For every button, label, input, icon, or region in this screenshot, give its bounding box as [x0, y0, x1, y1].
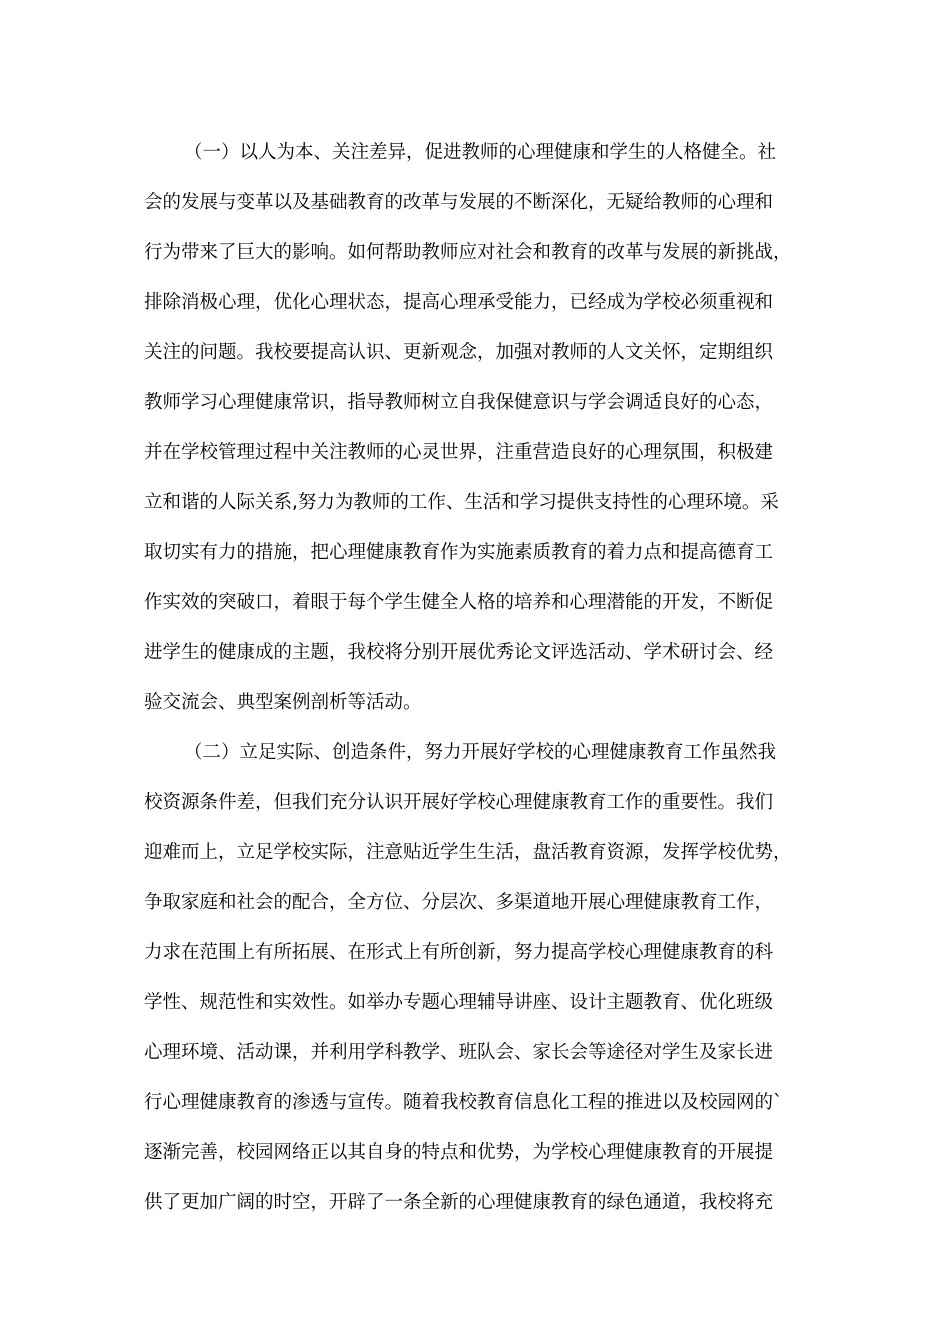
document-body	[144, 128, 808, 1228]
paragraph-1	[144, 128, 808, 728]
paragraph-line: 迎难而上，立足学校实际，注意贴近学生生活，盘活教育资源，发挥学校优势，	[144, 842, 792, 863]
paragraph-line: （二）立足实际、创造条件，努力开展好学校的心理健康教育工作虽然我	[184, 742, 777, 763]
paragraph-line: 校资源条件差，但我们充分认识开展好学校心理健康教育工作的重要性。我们	[144, 792, 774, 813]
paragraph-line: 学性、规范性和实效性。如举办专题心理辅导讲座、设计主题教育、优化班级	[144, 992, 774, 1013]
paragraph-line: 并在学校管理过程中关注教师的心灵世界，注重营造良好的心理氛围，积极建	[144, 442, 774, 463]
paragraph-line: 供了更加广阔的时空，开辟了一条全新的心理健康教育的绿色通道，我校将充	[144, 1192, 774, 1213]
paragraph-line: 进学生的健康成的主题，我校将分别开展优秀论文评选活动、学术研讨会、经	[144, 642, 774, 663]
paragraph-line: 心理环境、活动课，并利用学科教学、班队会、家长会等途径对学生及家长进	[144, 1042, 774, 1063]
paragraph-line: （一）以人为本、关注差异，促进教师的心理健康和学生的人格健全。社	[184, 142, 777, 163]
paragraph-line: 会的发展与变革以及基础教育的改革与发展的不断深化，无疑给教师的心理和	[144, 192, 774, 213]
paragraph-line: 验交流会、典型案例剖析等活动。	[144, 692, 422, 713]
paragraph-line: 力求在范围上有所拓展、在形式上有所创新，努力提高学校心理健康教育的科	[144, 942, 774, 963]
paragraph-line: 行心理健康教育的渗透与宣传。随着我校教育信息化工程的推进以及校园网的`	[144, 1092, 783, 1113]
paragraph-line: 立和谐的人际关系,努力为教师的工作、生活和学习提供支持性的心理环境。采	[144, 492, 779, 513]
paragraph-line: 教师学习心理健康常识，指导教师树立自我保健意识与学会调适良好的心态，	[144, 392, 774, 413]
paragraph-2	[144, 728, 808, 1228]
paragraph-line: 行为带来了巨大的影响。如何帮助教师应对社会和教育的改革与发展的新挑战，	[144, 242, 792, 263]
paragraph-line: 取切实有力的措施，把心理健康教育作为实施素质教育的着力点和提高德育工	[144, 542, 774, 563]
paragraph-line: 排除消极心理，优化心理状态，提高心理承受能力，已经成为学校必须重视和	[144, 292, 774, 313]
paragraph-line: 争取家庭和社会的配合，全方位、分层次、多渠道地开展心理健康教育工作，	[144, 892, 774, 913]
paragraph-line: 关注的问题。我校要提高认识、更新观念，加强对教师的人文关怀，定期组织	[144, 342, 774, 363]
paragraph-line: 逐渐完善，校园网络正以其自身的特点和优势，为学校心理健康教育的开展提	[144, 1142, 774, 1163]
paragraph-line: 作实效的突破口，着眼于每个学生健全人格的培养和心理潜能的开发，不断促	[144, 592, 774, 613]
